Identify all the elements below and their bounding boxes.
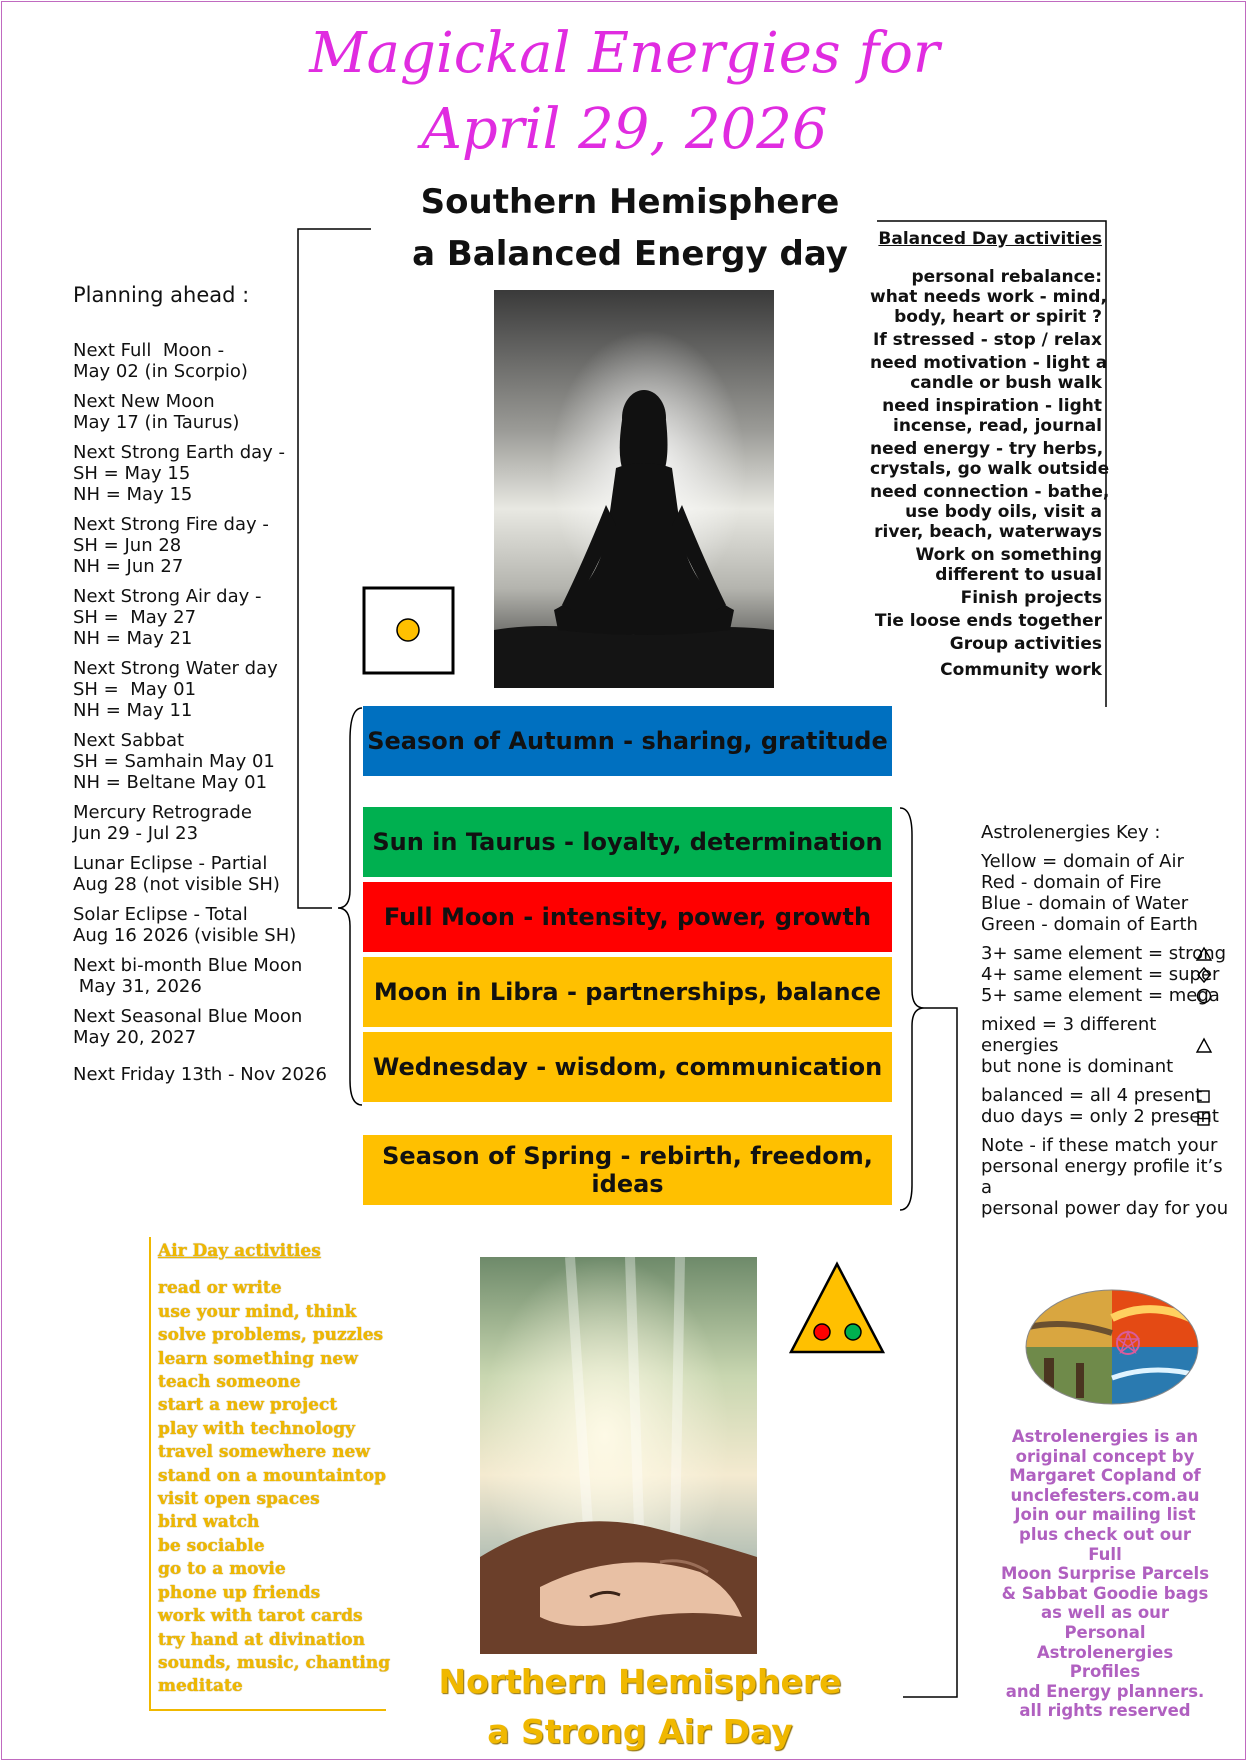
balanced-symbol-icon <box>362 586 456 676</box>
plan-item: Next bi-month Blue Moon May 31, 2026 <box>73 955 303 997</box>
astrolenergies-key <box>981 822 1231 1219</box>
credit-line: unclefesters.com.au <box>1010 1485 1200 1505</box>
balanced-item: Finish projects <box>960 588 1102 608</box>
bar-sun-sign: Sun in Taurus - loyalty, determination <box>363 807 892 877</box>
air-item: sounds, music, chanting <box>158 1652 391 1673</box>
air-item: solve problems, puzzles <box>158 1325 384 1346</box>
key-mixed: mixed = 3 different energies <box>981 1014 1157 1056</box>
balanced-item: need connection - bathe, use body oils, visit a river, beach, waterways <box>870 482 1110 542</box>
strength-symbols-icon <box>1195 945 1213 1005</box>
key-balanced: balanced = all 4 present <box>981 1085 1203 1106</box>
credit-line: Margaret Copland of <box>1009 1466 1201 1486</box>
credit-line: as well as our Personal <box>1040 1603 1170 1642</box>
balanced-item: If stressed - stop / relax <box>873 330 1102 350</box>
northern-day-type: a Strong Air Day <box>487 1712 793 1751</box>
air-item: meditate <box>158 1676 243 1697</box>
bar-moon-sign: Moon in Libra - partnerships, balance <box>363 957 892 1027</box>
plan-item: Next Seasonal Blue Moon May 20, 2027 <box>73 1006 303 1048</box>
key-balanced: duo days = only 2 present <box>981 1106 1219 1127</box>
air-woman-image <box>480 1257 757 1654</box>
plan-item: Solar Eclipse - Total Aug 16 2026 (visible SH) <box>73 904 297 946</box>
credit-line: Astrolenergies Profiles <box>1036 1642 1174 1682</box>
balanced-item: Group activities <box>949 634 1102 654</box>
meditation-image <box>494 290 774 688</box>
air-item: work with tarot cards <box>158 1606 363 1627</box>
credit-line: all rights reserved <box>1019 1701 1191 1721</box>
credit-line: Moon Surprise Parcels <box>1000 1564 1210 1584</box>
balanced-item: personal rebalance: what needs work - mind, body, heart or spirit ? <box>870 267 1107 327</box>
key-note: personal power day for you <box>981 1198 1229 1219</box>
left-bracket-line <box>298 229 371 908</box>
air-item: read or write <box>158 1278 282 1299</box>
air-heading: Air Day activities <box>158 1241 321 1261</box>
air-item: use your mind, think <box>158 1301 357 1322</box>
plan-item: Next New Moon May 17 (in Taurus) <box>73 391 240 433</box>
balanced-heading: Balanced Day activities <box>878 229 1102 249</box>
plan-item: Next Full Moon - May 02 (in Scorpio) <box>73 340 248 382</box>
bar-moon-phase: Full Moon - intensity, power, growth <box>363 882 892 952</box>
northern-hemisphere-heading: Northern Hemisphere <box>438 1662 842 1701</box>
key-domain: Yellow = domain of Air <box>981 851 1184 872</box>
plan-item: Next Strong Earth day - SH = May 15 NH = May 15 <box>73 442 286 505</box>
air-item: play with technology <box>158 1418 356 1439</box>
mixed-triangle-icon <box>1195 1036 1213 1056</box>
southern-day-type: a Balanced Energy day <box>412 234 848 274</box>
balanced-item: need motivation - light a candle or bush walk <box>870 353 1108 393</box>
balanced-item: need energy - try herbs, crystals, go walk outside <box>870 439 1110 479</box>
credit-block <box>1000 1427 1210 1721</box>
key-domain: Green - domain of Earth <box>981 914 1198 935</box>
key-note: personal energy profile it’s a <box>981 1156 1223 1198</box>
key-note: Note - if these match your <box>981 1135 1218 1156</box>
air-item: stand on a mountaintop <box>158 1465 386 1486</box>
right-curly-brace <box>900 808 924 1210</box>
bar-weekday: Wednesday - wisdom, communication <box>363 1032 892 1102</box>
key-strength: 3+ same element = strong <box>981 943 1227 964</box>
title-line-2: April 29, 2026 <box>421 97 828 162</box>
plan-item: Next Strong Air day - SH = May 27 NH = May 21 <box>73 586 262 649</box>
key-domain: Red - domain of Fire <box>981 872 1162 893</box>
air-item: travel somewhere new <box>158 1442 370 1463</box>
air-item: be sociable <box>158 1535 265 1556</box>
plan-item: Mercury Retrograde Jun 29 - Jul 23 <box>73 802 252 844</box>
title-line-1: Magickal Energies for <box>309 21 940 86</box>
balanced-item: Community work <box>940 660 1102 680</box>
key-strength: 5+ same element = mega <box>981 985 1220 1006</box>
bar-season-spring: Season of Spring - rebirth, freedom, ideas <box>363 1135 892 1205</box>
credit-line: plus check out our Full <box>1019 1524 1191 1564</box>
air-item: try hand at divination <box>158 1629 365 1650</box>
air-item: start a new project <box>158 1395 338 1416</box>
balanced-duo-icons <box>1195 1087 1213 1129</box>
air-triangle-symbol-icon <box>786 1260 888 1358</box>
plan-item: Next Strong Fire day - SH = Jun 28 NH = Jun 27 <box>73 514 269 577</box>
credit-line: Astrolenergies is an <box>1011 1427 1199 1446</box>
southern-hemisphere-heading: Southern Hemisphere <box>420 182 840 222</box>
air-item: learn something new <box>158 1348 358 1369</box>
plan-item: Lunar Eclipse - Partial Aug 28 (not visible SH) <box>73 853 280 895</box>
air-item: bird watch <box>158 1512 260 1533</box>
air-activities <box>158 1240 390 1699</box>
right-bracket-line <box>903 1008 957 1697</box>
planning-heading: Planning ahead : <box>73 283 250 307</box>
credit-line: Join our mailing list <box>1014 1505 1196 1525</box>
key-heading: Astrolenergies Key : <box>981 822 1161 843</box>
astrolenergies-logo <box>1024 1288 1200 1406</box>
air-item: go to a movie <box>158 1559 286 1580</box>
plan-item: Next Strong Water day SH = May 01 NH = May 11 <box>73 658 278 721</box>
plan-item: Next Friday 13th - Nov 2026 <box>73 1064 327 1085</box>
balanced-item: Work on something different to usual <box>915 545 1102 585</box>
credit-line: and Energy planners. <box>1005 1681 1205 1701</box>
key-strength: 4+ same element = super <box>981 964 1220 985</box>
air-item: teach someone <box>158 1372 301 1393</box>
balanced-activities <box>870 229 1110 683</box>
key-mixed: but none is dominant <box>981 1056 1174 1077</box>
credit-line: original concept by <box>1015 1446 1195 1466</box>
credit-line: & Sabbat Goodie bags <box>1001 1583 1209 1603</box>
air-item: phone up friends <box>158 1582 321 1603</box>
balanced-item: Tie loose ends together <box>874 611 1102 631</box>
left-curly-brace <box>338 708 362 1105</box>
plan-item: Next Sabbat SH = Samhain May 01 NH = Beltane May 01 <box>73 730 275 793</box>
air-item: visit open spaces <box>158 1489 320 1510</box>
key-domain: Blue - domain of Water <box>981 893 1189 914</box>
balanced-item: need inspiration - light incense, read, journal <box>882 396 1102 436</box>
bar-season-autumn: Season of Autumn - sharing, gratitude <box>363 706 892 776</box>
